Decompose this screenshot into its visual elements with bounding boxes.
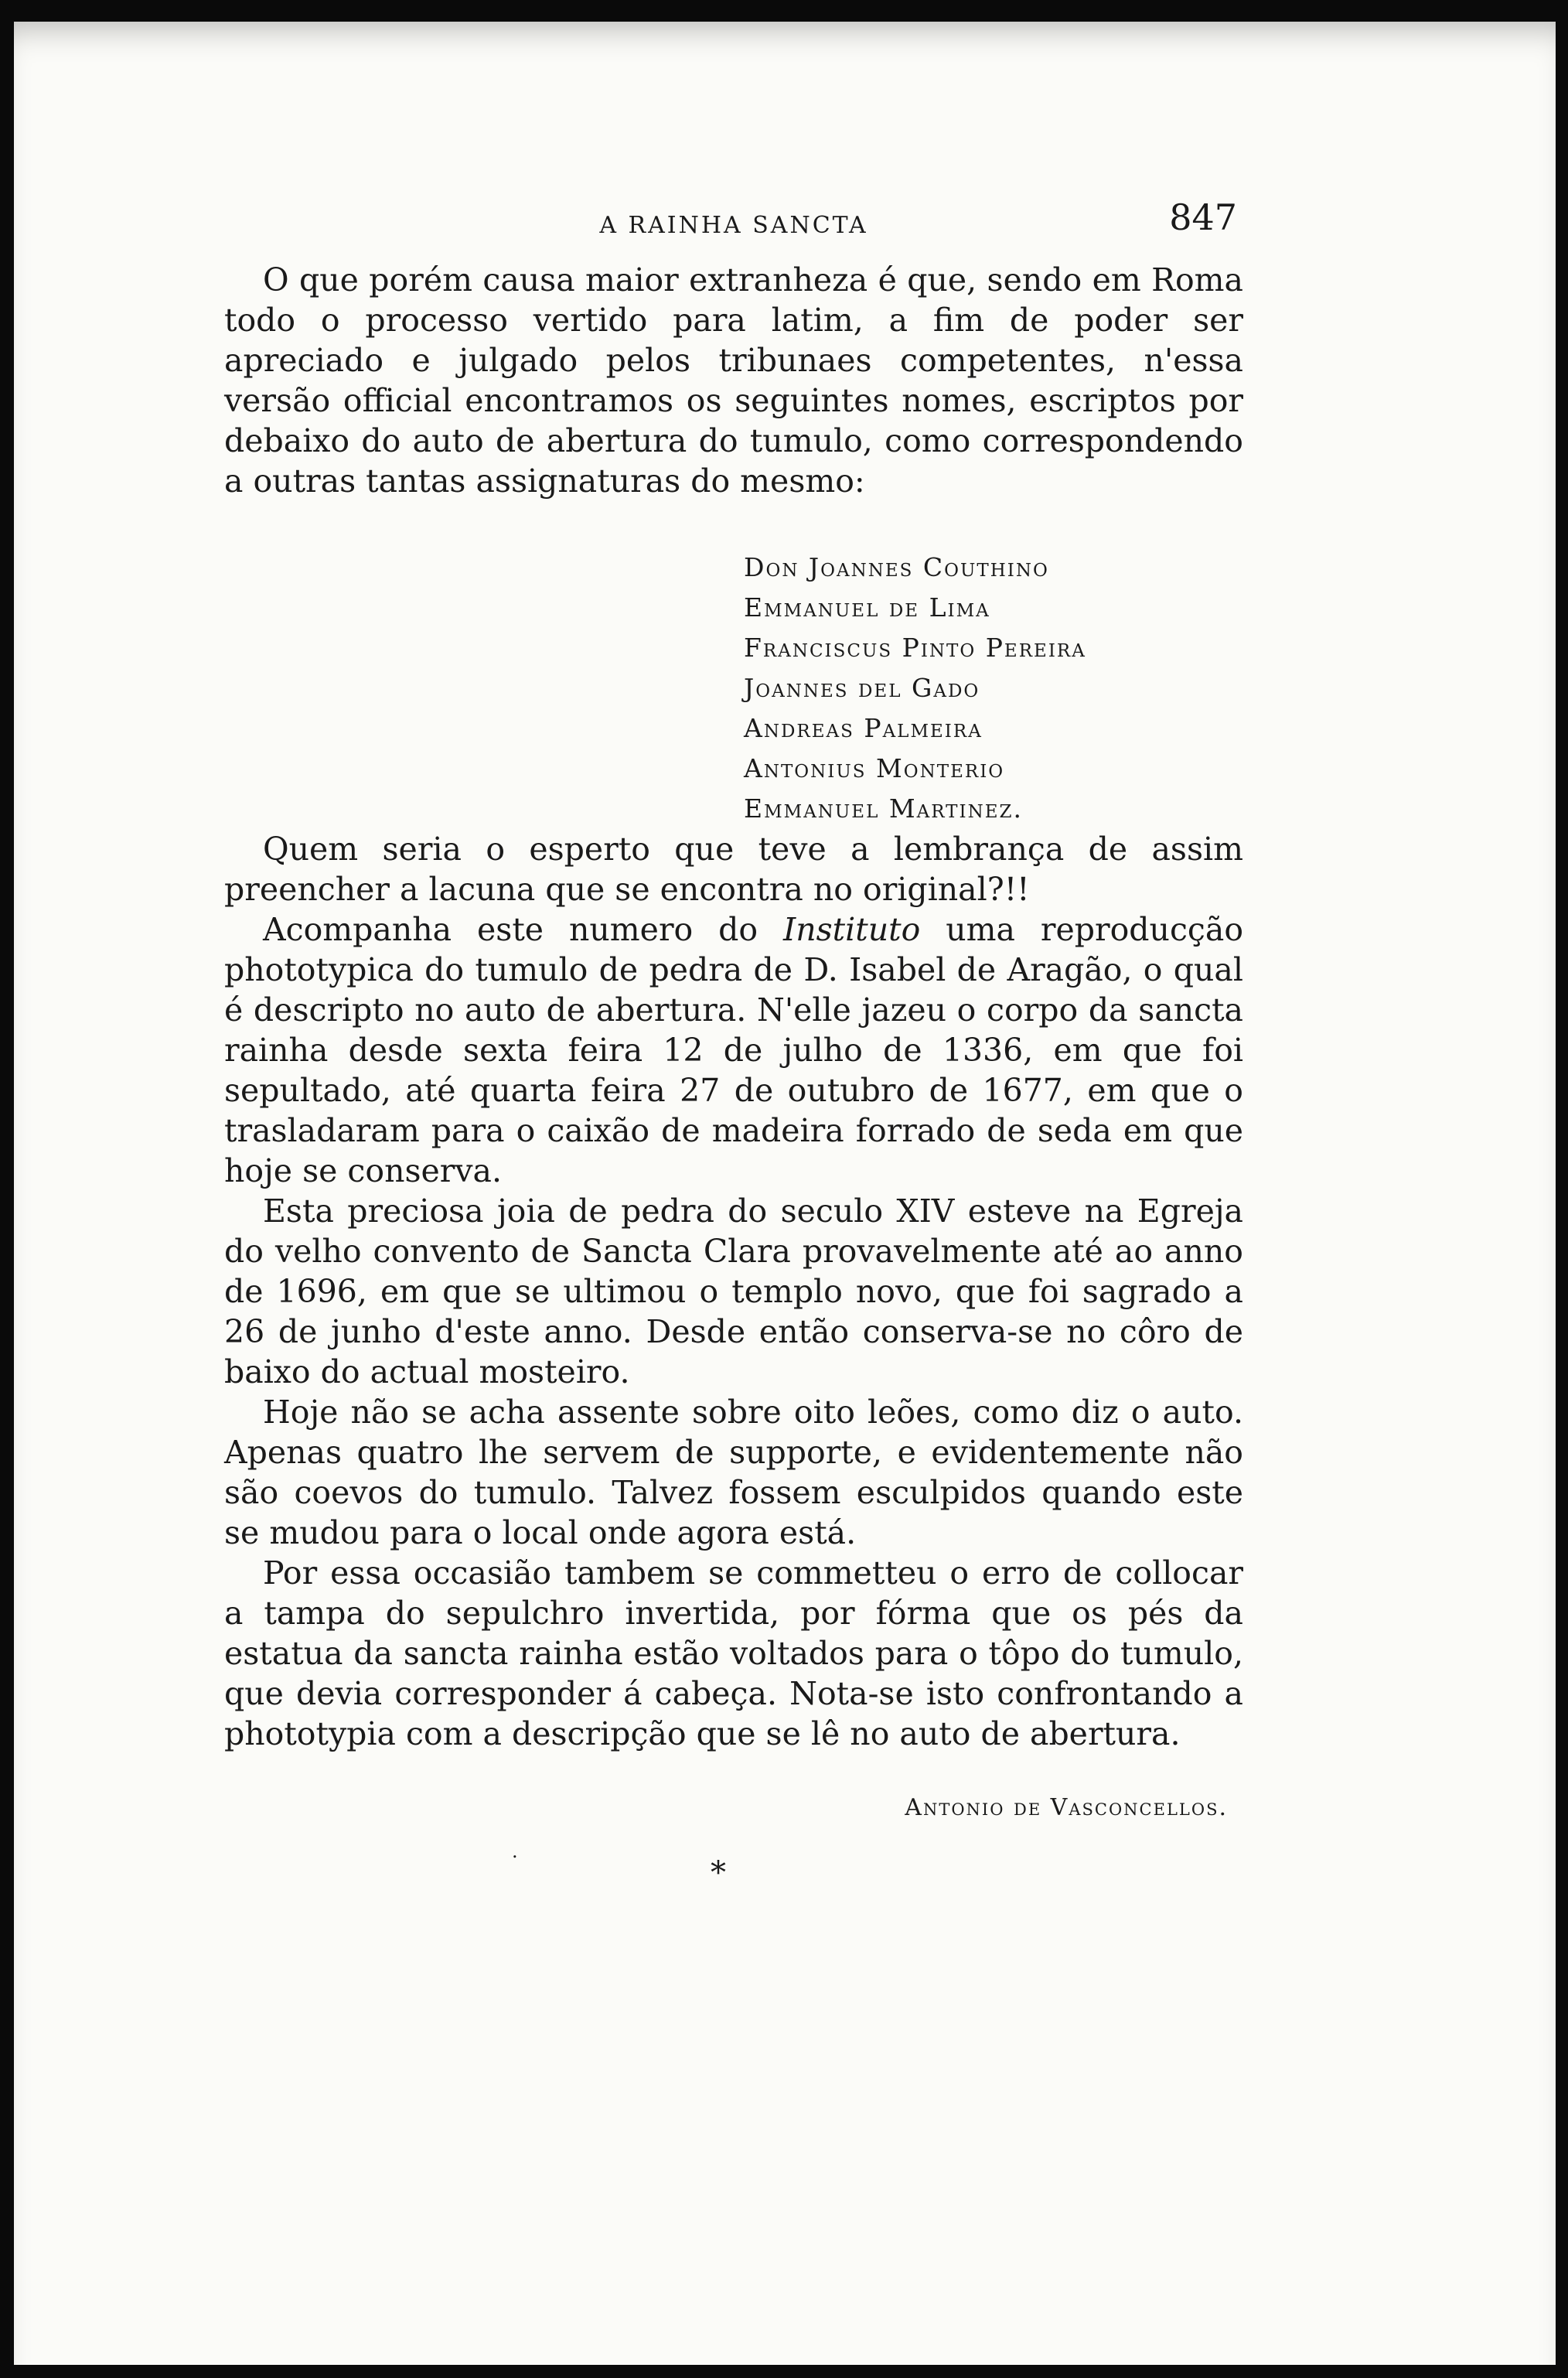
paragraph-3-rest: uma reproducção phototypica do tumulo de pedra de D. Isabel de Aragão, o qual é descripto no auto de abertura. N'elle jazeu o corpo da sancta rainha desde sexta feira 12 de julho de 1336, em que foi sepultado, até quarta feira 27 de outubro de 1677, em que o trasladaram para o caixão de madeira forrado de seda em que hoje se conserva. bbox=[224, 911, 1244, 1189]
page-number: 847 bbox=[1169, 196, 1237, 238]
name-item: Don Joannes Couthino bbox=[744, 552, 1049, 582]
name-item: Joannes del Gado bbox=[744, 673, 980, 703]
name-item: Emmanuel de Lima bbox=[744, 592, 990, 623]
paragraph-4: Esta preciosa joia de pedra do seculo XIV esteve na Egreja do velho convento de Sancta Clara provavelmente até ao anno de 1696, em que se ultimou o templo novo, que foi sagrado a 26 de junho d'este anno. Desde então conserva-se no côro de baixo do actual mosteiro. bbox=[224, 1192, 1243, 1390]
name-item: Antonius Monterio bbox=[744, 753, 1005, 783]
journal-title: Instituto bbox=[783, 911, 921, 948]
paragraph-3-start: Acompanha este numero do bbox=[263, 911, 784, 948]
stray-dot: . bbox=[512, 1841, 518, 1862]
paragraph-3 bbox=[224, 909, 1243, 1191]
asterisk-separator: * bbox=[711, 1855, 726, 1891]
paragraph-1: O que porém causa maior extranheza é que, sendo em Roma todo o processo vertido para latim, a fim de poder ser apreciado e julgado pelos tribunaes competentes, n'essa versão official encontramos os seguintes nomes, escriptos por debaixo do auto de abertura do tumulo, como correspondendo a outras tantas assignaturas do mesmo: bbox=[224, 261, 1243, 500]
names-list bbox=[744, 548, 1243, 829]
name-item: Andreas Palmeira bbox=[744, 713, 983, 743]
author-signature: Antonio de Vasconcellos. bbox=[905, 1794, 1228, 1821]
name-item: Franciscus Pinto Pereira bbox=[744, 633, 1086, 663]
name-item: Emmanuel Martinez. bbox=[744, 793, 1023, 824]
running-title: A RAINHA SANCTA bbox=[599, 212, 868, 239]
running-head bbox=[224, 192, 1243, 246]
paragraph-6: Por essa occasião tambem se commetteu o erro de collocar a tampa do sepulchro invertida, por fórma que os pés da estatua da sancta rainha estão voltados para o tôpo do tumulo, que devia corresponder á cabeça. Nota-se isto confrontando a phototypia com a descripção que se lê no auto de abertura. bbox=[224, 1554, 1243, 1752]
paragraph-2: Quem seria o esperto que teve a lembrança de assim preencher a lacuna que se encontra no original?!! bbox=[224, 831, 1243, 908]
paragraph-5: Hoje não se acha assente sobre oito leões, como diz o auto. Apenas quatro lhe servem de supporte, e evidentemente não são coevos do tumulo. Talvez fossem esculpidos quando este se mudou para o local onde agora está. bbox=[224, 1394, 1243, 1551]
document-page bbox=[224, 192, 1243, 1891]
